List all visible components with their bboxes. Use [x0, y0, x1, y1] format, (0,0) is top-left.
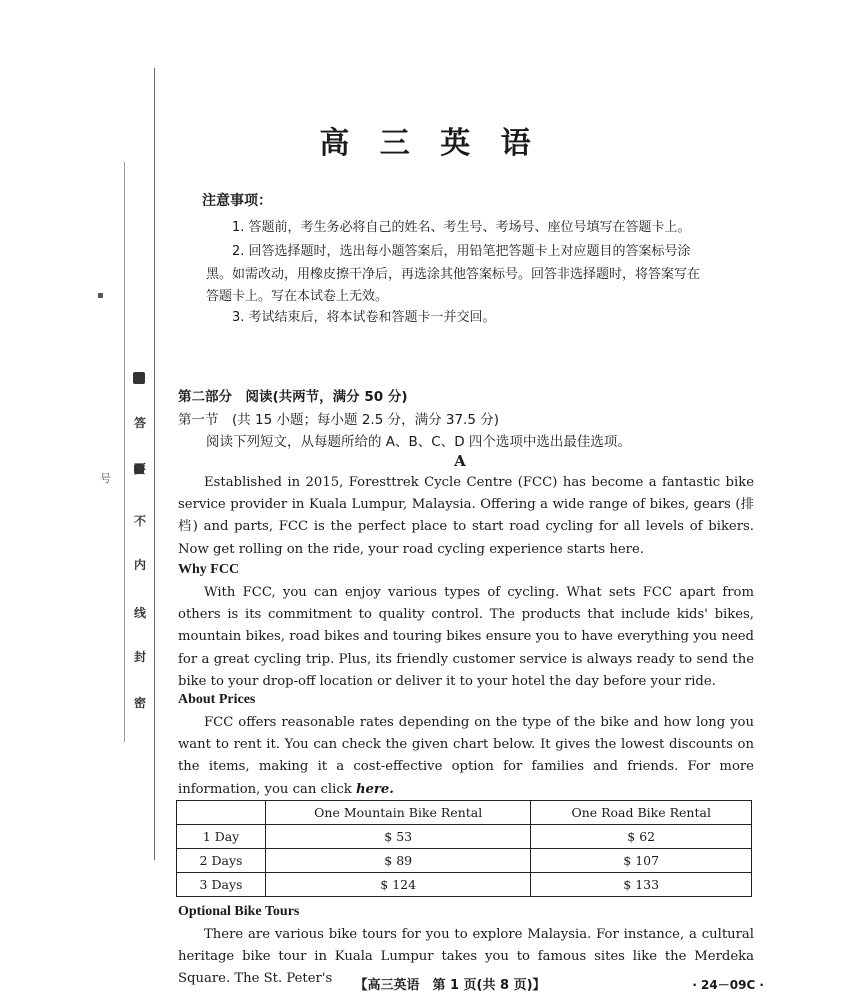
table-row [177, 873, 752, 897]
paragraph-2: With FCC, you can enjoy various types of cycling. What sets FCC apart from others is its commitment to quality control. The products that include kids' bikes, mountain bikes, road bikes and touring bikes ensure you to have everything you need for a great cycling trip. Plus, its friendly customer service is always ready to send the bike to your drop-off location or deliver it to your hotel the day before your ride. [178, 585, 754, 689]
exam-code: · 24－09C · [692, 978, 764, 992]
table-cell: 2 Days [177, 849, 266, 873]
table-cell: $ 107 [531, 849, 752, 873]
table-cell: $ 53 [266, 825, 531, 849]
table-cell: $ 62 [531, 825, 752, 849]
table-row [177, 849, 752, 873]
binding-label: 封 [133, 650, 146, 664]
table-cell: $ 124 [266, 873, 531, 897]
paragraph-4: There are various bike tours for you to explore Malaysia. For instance, a cultural heritage bike tour in Kuala Lumpur takes you to famous sites like the Merdeka Square. The St. Peter's [178, 927, 754, 987]
binding-mark-top [133, 372, 145, 384]
page-title: 高 三 英 语 [319, 126, 541, 161]
table-cell: 3 Days [177, 873, 266, 897]
table-cell: 1 Day [177, 825, 266, 849]
binding-label: 不 [133, 514, 146, 528]
section-heading: 第一节 (共 15 小题；每小题 2.5 分，满分 37.5 分) [178, 412, 499, 428]
about-prices-heading: About Prices [178, 692, 256, 707]
section-instruction: 阅读下列短文，从每题所给的 A、B、C、D 四个选项中选出最佳选项。 [206, 434, 631, 450]
bike-tours-heading: Optional Bike Tours [178, 904, 300, 919]
table-header-row [177, 801, 752, 825]
table-cell: $ 133 [531, 873, 752, 897]
binding-label: 内 [133, 558, 146, 572]
price-table [176, 800, 752, 897]
binding-label: 答 [133, 416, 146, 430]
notice-heading: 注意事项： [202, 193, 272, 209]
table-row [177, 825, 752, 849]
notice-line-2b: 黑。如需改动，用橡皮擦干净后，再选涂其他答案标号。回答非选择题时，将答案写在 [206, 267, 701, 282]
part-heading: 第二部分 阅读(共两节，满分 50 分) [178, 389, 408, 405]
notice-line-2c: 答题卡上。写在本试卷上无效。 [206, 289, 389, 304]
table-cell: $ 89 [266, 849, 531, 873]
table-header-cell [177, 801, 266, 825]
notice-line-1: 1. 答题前，考生务必将自己的姓名、考生号、考场号、座位号填写在答题卡上。 [232, 220, 691, 235]
binding-label: 要 [133, 462, 146, 476]
binding-label: 密 [133, 696, 146, 710]
notice-line-2a: 2. 回答选择题时，选出每小题答案后，用铅笔把答题卡上对应题目的答案标号涂 [232, 244, 691, 259]
binding-label: 线 [133, 606, 146, 620]
why-fcc-heading: Why FCC [178, 562, 240, 577]
table-header-cell: One Road Bike Rental [531, 801, 752, 825]
side-label: 号 [100, 472, 111, 485]
notice-line-3: 3. 考试结束后，将本试卷和答题卡一并交回。 [232, 310, 496, 325]
table-header-cell: One Mountain Bike Rental [266, 801, 531, 825]
paragraph-3 [178, 712, 754, 801]
paragraph-1: Established in 2015, Foresttrek Cycle Centre (FCC) has become a fantastic bike service provider in Kuala Lumpur, Malaysia. Offering a wide range of bikes, gears (排档) and parts, FCC is the perfect place to start road cycling for all levels of bikers. Now get rolling on the ride, your road cycling experience starts here. [178, 475, 754, 557]
paragraph-3-text: FCC offers reasonable rates depending on the type of the bike and how long you want to rent it. You can check the given chart below. It gives the lowest discounts on the items, making it a cost-effective option for families and friends. For more information, you can click [178, 715, 754, 797]
click-here-link[interactable]: here. [355, 781, 394, 797]
page-footer: 【高三英语 第 1 页(共 8 页)】 [354, 978, 546, 993]
stray-mark: ▪ [97, 290, 104, 301]
passage-letter: A [454, 452, 466, 470]
